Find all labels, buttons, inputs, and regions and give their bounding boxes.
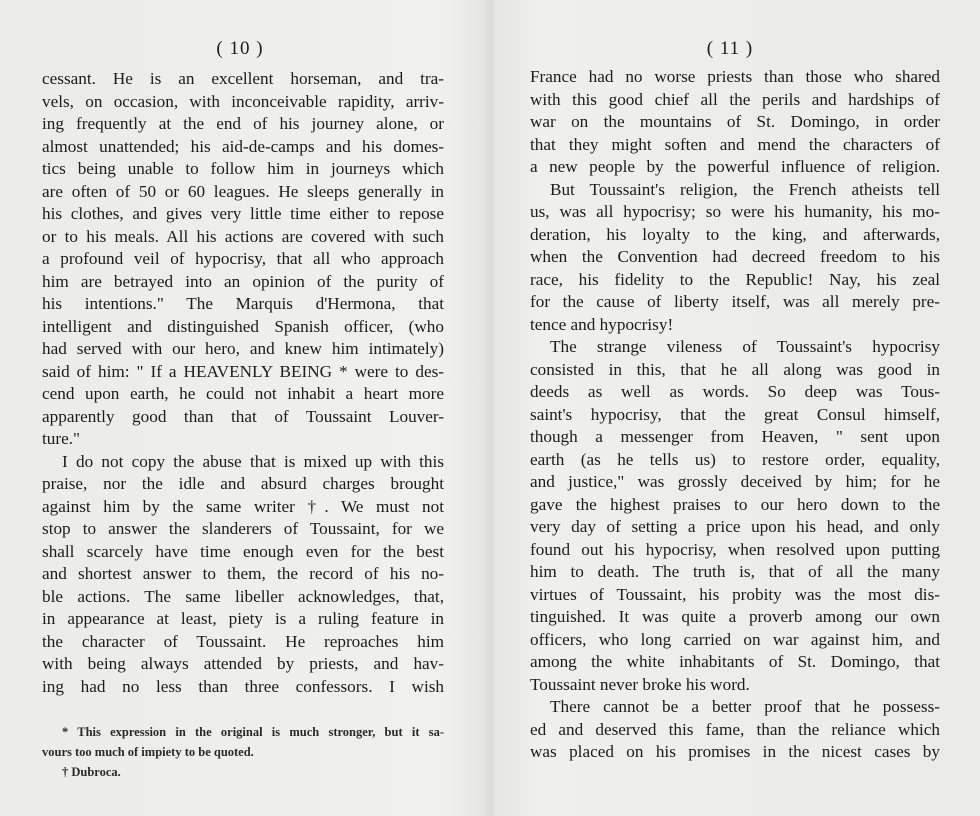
- text-line: France had no worse priests than those who shared: [530, 67, 940, 86]
- text-line: war on the mountains of St. Domingo, in order: [530, 112, 940, 131]
- text-line: gave the highest praises to our hero down to the: [530, 494, 940, 514]
- text-line: for the cause of liberty itself, was all merely pre-: [530, 292, 940, 311]
- text-line: against him by the same writer †. We must not: [42, 496, 444, 516]
- footnote-line: vours too much of impiety to be quoted.: [42, 745, 254, 759]
- text-line: I do not copy the abuse that is mixed up with this: [62, 451, 444, 471]
- text-line: was placed on his promises in the nicest cases by: [530, 742, 940, 761]
- text-line: ble actions. The same libeller acknowledges, that,: [42, 586, 444, 606]
- text-line: had served with our hero, and knew him intimately): [42, 339, 444, 358]
- footnote-line: † Dubroca.: [62, 765, 121, 779]
- text-line: found out his hypocrisy, when resolved upon putting: [530, 539, 940, 559]
- text-line: But Toussaint's religion, the French atheists tell: [550, 179, 940, 199]
- right-page-body: [530, 66, 940, 764]
- text-line: his clothes, and gives very little time either to repose: [42, 204, 444, 223]
- right-page: [490, 0, 980, 816]
- text-line: Toussaint never broke his word.: [530, 674, 750, 694]
- left-page-body: [42, 68, 444, 698]
- text-line: and justice," was grossly deceived by him; for he: [530, 472, 940, 491]
- text-line: consisted in this, that he all along was good in: [530, 359, 940, 379]
- text-line: deeds as well as words. So deep was Tous-: [530, 382, 940, 401]
- text-line: saint's hypocrisy, that the great Consul himself,: [530, 404, 940, 424]
- text-line: cend upon earth, he could not inhabit a heart more: [42, 384, 444, 403]
- page-number-right: ( 11 ): [706, 38, 754, 59]
- text-line: There cannot be a better proof that he possess-: [550, 697, 940, 716]
- text-line: tics being unable to follow him in journeys which: [42, 159, 444, 178]
- text-line: though a messenger from Heaven, " sent upon: [530, 427, 940, 446]
- text-line: deration, his loyalty to the king, and afterwards,: [530, 224, 940, 244]
- footnotes: [42, 722, 444, 782]
- text-line: ture.": [42, 429, 81, 448]
- text-line: stop to answer the slanderers of Toussaint, for we: [42, 519, 444, 538]
- text-line: or to his meals. All his actions are covered with such: [42, 226, 444, 246]
- text-line: earth (as he tells us) to restore order, equality,: [530, 449, 940, 469]
- footnote-line: * This expression in the original is much stronger, but it sa-: [62, 725, 444, 739]
- text-line: when the Convention had decreed freedom to his: [530, 247, 940, 266]
- text-line: us, was all hypocrisy; so were his humanity, his mo-: [530, 202, 940, 221]
- text-line: in appearance at least, piety is a ruling feature in: [42, 609, 444, 628]
- text-line: tence and hypocrisy!: [530, 314, 674, 334]
- text-line: his intentions." The Marquis d'Hermona, that: [42, 294, 444, 313]
- text-line: with being always attended by priests, and hav-: [42, 654, 444, 673]
- text-line: ing had no less than three confessors. I wish: [42, 676, 444, 696]
- text-line: ed and deserved this fame, than the reliance which: [530, 719, 940, 739]
- text-line: ing frequently at the end of his journey alone, or: [42, 114, 444, 133]
- text-line: virtues of Toussaint, his probity was the most dis-: [530, 584, 940, 604]
- text-line: are often of 50 or 60 leagues. He sleeps generally in: [42, 181, 444, 201]
- text-line: The strange vileness of Toussaint's hypocrisy: [550, 337, 940, 356]
- text-line: vels, on occasion, with inconceivable rapidity, arriv-: [42, 91, 444, 111]
- text-line: race, his fidelity to the Republic! Nay, his zeal: [530, 269, 940, 289]
- text-line: with this good chief all the perils and hardships of: [530, 89, 940, 109]
- text-line: the character of Toussaint. He reproaches him: [42, 631, 444, 651]
- text-line: him to death. The truth is, that of all the many: [530, 562, 940, 581]
- page-number-left: ( 10 ): [216, 38, 264, 59]
- text-line: praise, nor the idle and absurd charges brought: [42, 474, 444, 493]
- text-line: cessant. He is an excellent horseman, and tra-: [42, 69, 444, 88]
- text-line: among the white inhabitants of St. Domingo, that: [530, 652, 940, 671]
- text-line: apparently good than that of Toussaint Louver-: [42, 406, 444, 426]
- text-line: a new people by the powerful influence of religion.: [530, 157, 940, 176]
- text-line: shall scarcely have time enough even for the best: [42, 541, 444, 561]
- text-line: said of him: " If a HEAVENLY BEING * were to des-: [42, 361, 444, 381]
- text-line: a profound veil of hypocrisy, that all who approach: [42, 249, 444, 268]
- text-line: very day of setting a price upon his head, and only: [530, 517, 940, 536]
- text-line: intelligent and distinguished Spanish officer, (who: [42, 316, 444, 336]
- text-line: officers, who long carried on war against him, and: [530, 629, 940, 649]
- text-line: tinguished. It was quite a proverb among our own: [530, 607, 940, 626]
- text-line: that they might soften and mend the characters of: [530, 134, 940, 154]
- text-line: and shortest answer to them, the record of his no-: [42, 564, 444, 583]
- text-line: him are betrayed into an opinion of the purity of: [42, 271, 444, 291]
- text-line: almost unattended; his aid-de-camps and his domes-: [42, 136, 444, 156]
